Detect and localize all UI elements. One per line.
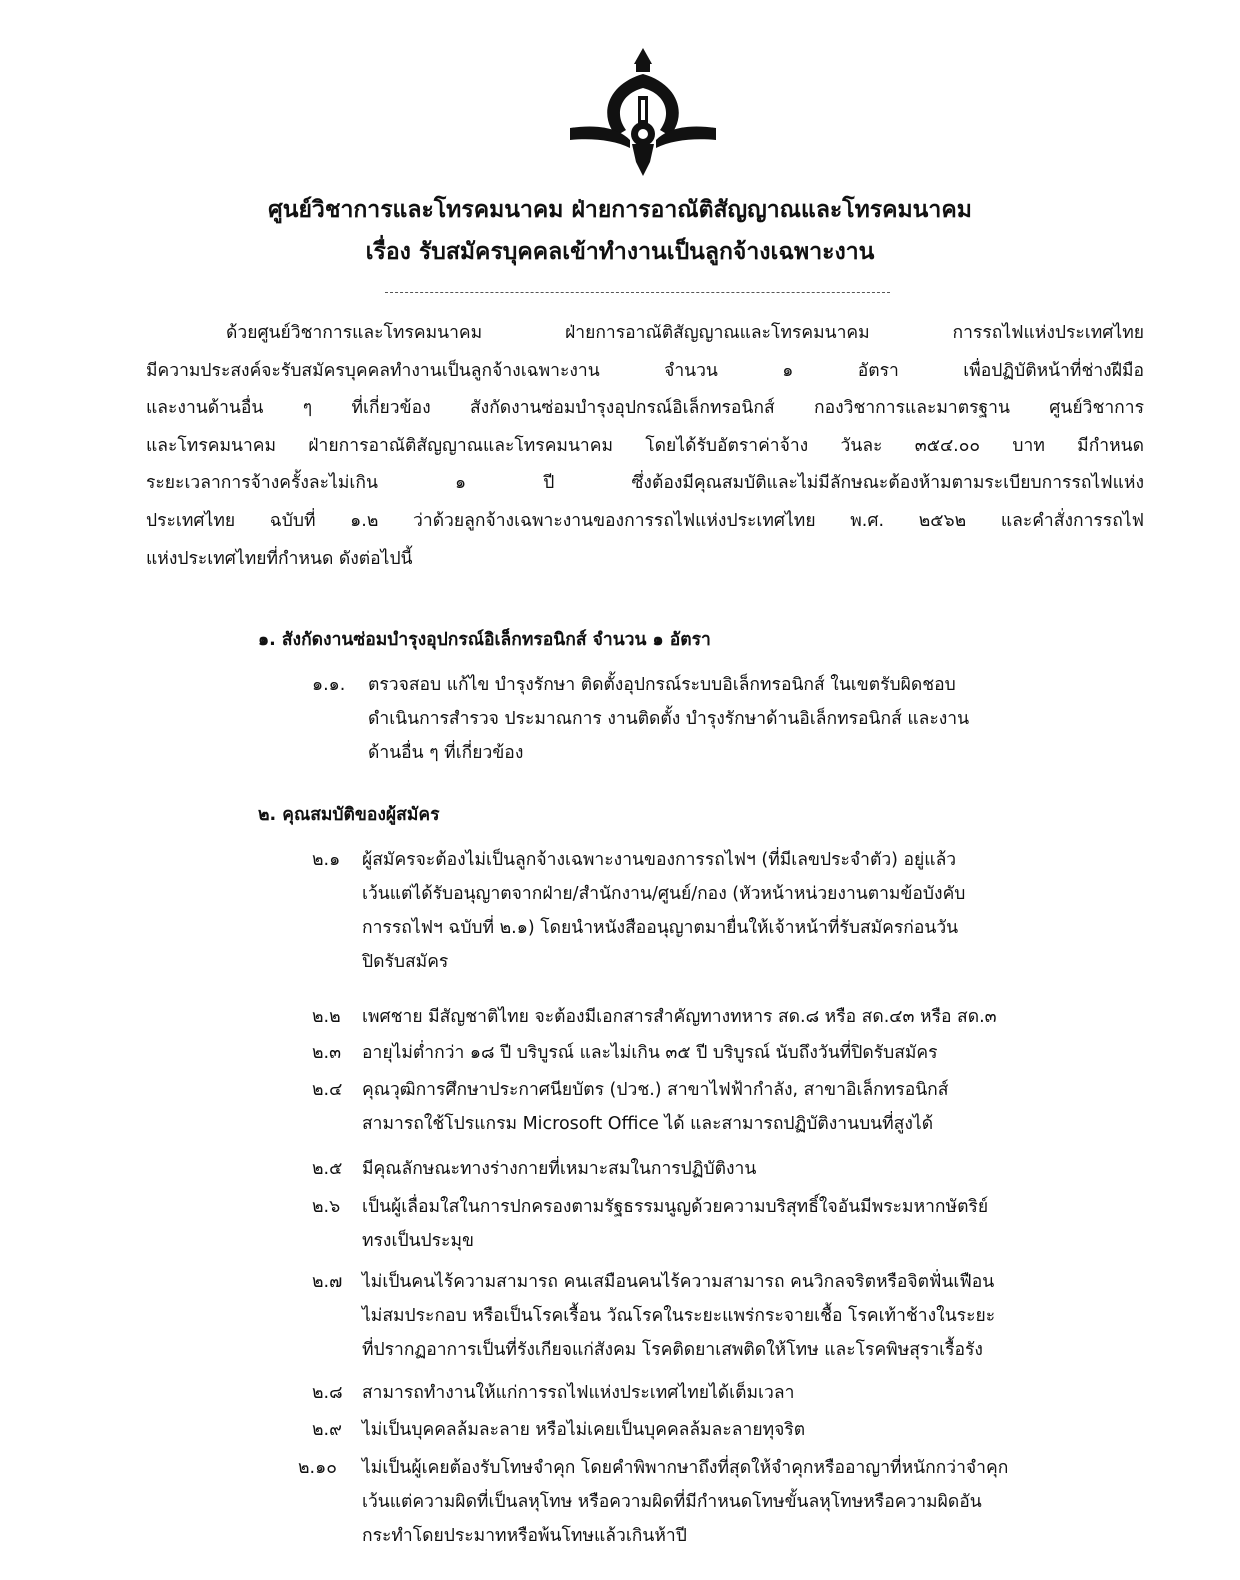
item-line: ไม่เป็นบุคคลล้มละลาย หรือไม่เคยเป็นบุคคลล้มละลายทุจริต — [362, 1420, 806, 1440]
intro-line: ประเทศไทย ฉบับที่ ๑.๒ ว่าด้วยลูกจ้างเฉพาะงานของการรถไฟแห่งประเทศไทย พ.ศ. ๒๕๖๒ และคำสั่งการรถไฟ — [146, 510, 1144, 531]
item-number: ๒.๖ — [312, 1197, 341, 1217]
document-subject: เรื่อง รับสมัครบุคคลเข้าทำงานเป็นลูกจ้างเฉพาะงาน — [365, 239, 875, 265]
section1-item — [312, 668, 1112, 770]
item-line: ด้านอื่น ๆ ที่เกี่ยวข้อง — [368, 743, 524, 763]
item-line: การรถไฟฯ ฉบับที่ ๒.๑) โดยนำหนังสืออนุญาตมายื่นให้เจ้าหน้าที่รับสมัครก่อนวัน — [362, 918, 959, 938]
item-number: ๒.๓ — [312, 1043, 342, 1063]
item-line: สามารถใช้โปรแกรม Microsoft Office ได้ และสามารถปฏิบัติงานบนที่สูงได้ — [362, 1114, 934, 1134]
item-line: เพศชาย มีสัญชาติไทย จะต้องมีเอกสารสำคัญทางทหาร สด.๘ หรือ สด.๔๓ หรือ สด.๓ — [362, 1007, 997, 1027]
item-number: ๒.๒ — [312, 1007, 341, 1027]
item-number: ๒.๗ — [312, 1272, 343, 1292]
section2-heading: ๒. คุณสมบัติของผู้สมัคร — [258, 805, 440, 825]
title-divider — [385, 292, 890, 293]
item-line: ปิดรับสมัคร — [362, 952, 449, 972]
item-line: สามารถทำงานให้แก่การรถไฟแห่งประเทศไทยได้เต็มเวลา — [362, 1383, 795, 1403]
qualification-item-2-7 — [312, 1265, 1132, 1367]
qualification-item-2-4 — [312, 1073, 1132, 1141]
item-number: ๒.๕ — [312, 1159, 343, 1179]
item-line: ไม่สมประกอบ หรือเป็นโรคเรื้อน วัณโรคในระยะแพร่กระจายเชื้อ โรคเท้าช้างในระยะ — [362, 1306, 996, 1326]
item-line: ผู้สมัครจะต้องไม่เป็นลูกจ้างเฉพาะงานของการรถไฟฯ (ที่มีเลขประจำตัว) อยู่แล้ว — [362, 850, 957, 870]
qualification-item-2-9 — [312, 1413, 1132, 1447]
intro-line: ระยะเวลาการจ้างครั้งละไม่เกิน ๑ ปี ซึ่งต้องมีคุณสมบัติและไม่มีลักษณะต้องห้ามตามระเบียบการรถไฟแห่ง — [146, 473, 1144, 494]
qualification-item-2-5 — [312, 1152, 1132, 1186]
qualification-item-2-6 — [312, 1190, 1132, 1258]
intro-line: มีความประสงค์จะรับสมัครบุคคลทำงานเป็นลูกจ้างเฉพาะงาน จำนวน ๑ อัตรา เพื่อปฏิบัติหน้าที่ช่างฝีมือ — [146, 360, 1144, 381]
item-line: ที่ปรากฏอาการเป็นที่รังเกียจแก่สังคม โรคติดยาเสพติดให้โทษ และโรคพิษสุราเรื้อรัง — [362, 1340, 983, 1360]
intro-paragraph — [146, 315, 1144, 578]
item-line: ดำเนินการสำรวจ ประมาณการ งานติดตั้ง บำรุงรักษาด้านอิเล็กทรอนิกส์ และงาน — [368, 709, 970, 729]
item-line: เป็นผู้เลื่อมใสในการปกครองตามรัฐธรรมนูญด้วยความบริสุทธิ์ใจอันมีพระมหากษัตริย์ — [362, 1197, 989, 1217]
intro-line: ด้วยศูนย์วิชาการและโทรคมนาคม ฝ่ายการอาณัติสัญญาณและโทรคมนาคม การรถไฟแห่งประเทศไทย — [226, 323, 1144, 343]
intro-line: แห่งประเทศไทยที่กำหนด ดังต่อไปนี้ — [146, 548, 413, 569]
item-line: เว้นแต่ได้รับอนุญาตจากฝ่าย/สำนักงาน/ศูนย์/กอง (หัวหน้าหน่วยงานตามข้อบังคับ — [362, 884, 966, 904]
item-number: ๒.๙ — [312, 1420, 342, 1440]
qualification-item-2-3 — [312, 1036, 1132, 1070]
qualification-item-2-1 — [312, 843, 1132, 979]
item-line: มีคุณลักษณะทางร่างกายที่เหมาะสมในการปฏิบัติงาน — [362, 1159, 757, 1179]
item-line: ไม่เป็นคนไร้ความสามารถ คนเสมือนคนไร้ความสามารถ คนวิกลจริตหรือจิตฟั่นเฟือน — [362, 1272, 995, 1292]
qualification-item-2-2 — [312, 1000, 1132, 1034]
qualification-item-2-8 — [312, 1376, 1132, 1410]
item-line: ตรวจสอบ แก้ไข บำรุงรักษา ติดตั้งอุปกรณ์ระบบอิเล็กทรอนิกส์ ในเขตรับผิดชอบ — [368, 675, 956, 695]
item-line: ทรงเป็นประมุข — [362, 1231, 474, 1251]
item-number: ๒.๑ — [312, 850, 341, 870]
item-line: คุณวุฒิการศึกษาประกาศนียบัตร (ปวช.) สาขาไฟฟ้ากำลัง, สาขาอิเล็กทรอนิกส์ — [362, 1080, 949, 1100]
item-number: ๒.๘ — [312, 1383, 343, 1403]
item-line: เว้นแต่ความผิดที่เป็นลหุโทษ หรือความผิดที่มีกำหนดโทษขั้นลหุโทษหรือความผิดอัน — [362, 1492, 982, 1512]
section1-heading: ๑. สังกัดงานซ่อมบำรุงอุปกรณ์อิเล็กทรอนิกส์ จำนวน ๑ อัตรา — [258, 630, 711, 650]
item-number: ๑.๑. — [312, 675, 346, 695]
item-line: อายุไม่ต่ำกว่า ๑๘ ปี บริบูรณ์ และไม่เกิน ๓๕ ปี บริบูรณ์ นับถึงวันที่ปิดรับสมัคร — [362, 1043, 938, 1063]
railway-emblem-icon — [568, 44, 718, 178]
qualification-item-2-10 — [298, 1451, 1138, 1553]
item-line: กระทำโดยประมาทหรือพ้นโทษแล้วเกินห้าปี — [362, 1526, 687, 1546]
intro-line: และงานด้านอื่น ๆ ที่เกี่ยวข้อง สังกัดงานซ่อมบำรุงอุปกรณ์อิเล็กทรอนิกส์ กองวิชาการและมาตรฐาน ศูนย์วิชาการ — [146, 398, 1144, 419]
item-number: ๒.๔ — [312, 1080, 343, 1100]
intro-line: และโทรคมนาคม ฝ่ายการอาณัติสัญญาณและโทรคมนาคม โดยได้รับอัตราค่าจ้าง วันละ ๓๕๔.๐๐ บาท มีกำหนด — [146, 435, 1144, 456]
document-title: ศูนย์วิชาการและโทรคมนาคม ฝ่ายการอาณัติสัญญาณและโทรคมนาคม — [268, 197, 972, 223]
item-line: ไม่เป็นผู้เคยต้องรับโทษจำคุก โดยคำพิพากษาถึงที่สุดให้จำคุกหรืออาญาที่หนักกว่าจำคุก — [362, 1458, 1009, 1478]
item-number: ๒.๑๐ — [298, 1458, 337, 1478]
